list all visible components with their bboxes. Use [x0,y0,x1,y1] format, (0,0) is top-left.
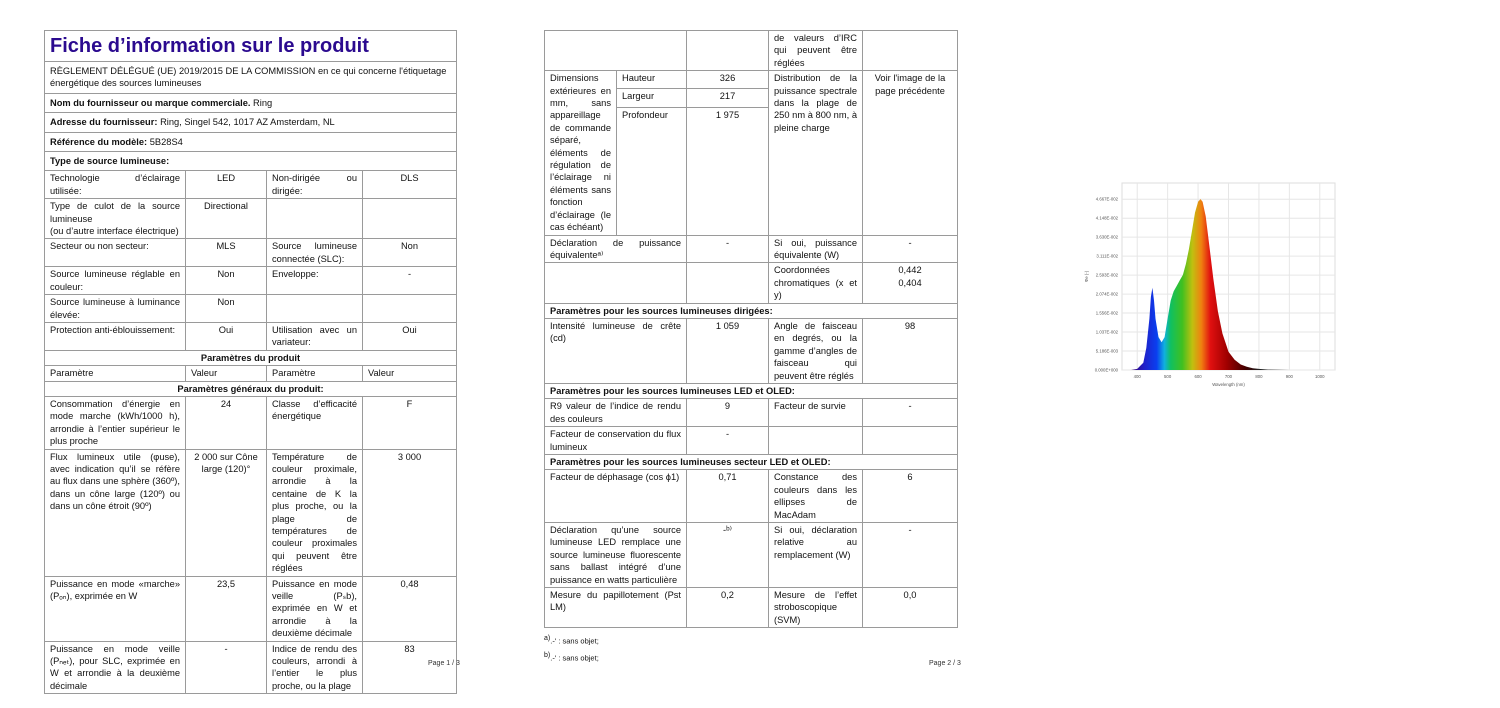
parameter-value: 0,48 [363,576,457,641]
table-row [545,399,958,427]
table-row [45,295,457,323]
parameter-label: Déclaration de puissance équivalenteᵃ⁾ [545,235,687,263]
parameter-label [545,31,687,71]
parameter-label [545,263,687,303]
supplier-value: Ring [253,97,273,108]
dimension-name: Hauteur [617,71,687,89]
parameter-value: 1 059 [687,318,769,383]
parameter-value: Non [186,267,267,295]
section-row [545,303,958,318]
footnote-b: $^{b)}$.-' : sans objet; [544,651,599,663]
section-row [45,381,457,396]
parameter-label: Classe d’efficacité énergétique [267,396,363,449]
dimension-name: Profondeur [617,107,687,235]
supplier-address [45,113,457,132]
x-tick-label: 600 [1194,374,1202,379]
dimensions-label: Dimensions extérieures en mm, sans appareillage de commande séparé, éléments de régulation de l’éclairage ni éléments sans fonction d’éclairage (le cas échéant) [545,71,617,235]
spd-label: Distribution de la puissance spectrale dans la plage de 250 nm à 800 nm, à pleine charge [769,71,863,235]
table-row [45,199,457,239]
parameter-label: Puissance en mode veille (Pₙₑₜ), pour SLC, exprimée en W et arrondie à la deuxième décimale [45,641,186,694]
section-heading: Paramètres généraux du produit: [45,381,457,396]
section-heading: Paramètres pour les sources lumineuses dirigées: [545,303,958,318]
section-heading: Paramètres pour les sources lumineuses LED et OLED: [545,383,958,398]
y-tick-label: 3.111E-002 [1096,253,1118,259]
x-tick-label: 800 [1255,374,1263,379]
parameter-value [687,263,769,303]
table-row [45,576,457,641]
parameter-value: Valeur [186,366,267,381]
parameter-value: - [863,235,958,263]
x-axis-label: Wavelength (nm) [1212,382,1245,387]
supplier-name [45,93,457,112]
parameter-value: 83 [363,641,457,694]
y-tick-label: 3.630E-002 [1095,234,1118,240]
parameter-label: Facteur de survie [769,399,863,427]
spectral-distribution-chart [1080,175,1345,395]
parameter-value: - [687,427,769,455]
table-row [545,427,958,455]
regulation-text: RÈGLEMENT DÉLÉGUÉ (UE) 2019/2015 DE LA COMMISSION en ce qui concerne l'étiquetage énergétique des sources lumineuses [45,62,457,94]
parameter-label: Si oui, déclaration relative au remplacement (W) [769,523,863,588]
parameter-label: Consommation d’énergie en mode marche (kWh/1000 h), arrondie à l’entier supérieur le plus proche [45,396,186,449]
parameter-label: Source lumineuse à luminance élevée: [45,295,186,323]
parameter-value [363,295,457,323]
section-row [545,383,958,398]
x-tick-label: 500 [1164,374,1172,379]
parameter-label: Coordonnées chromatiques (x et y) [769,263,863,303]
product-parameters-table [44,170,457,694]
parameter-label: Enveloppe: [267,267,363,295]
parameter-label: Protection anti-éblouissement: [45,322,186,350]
parameter-value: 3 000 [363,449,457,576]
table-row [45,239,457,267]
section-row [545,71,958,89]
y-tick-label: 2.074E-002 [1095,291,1118,297]
parameter-value: MLS [186,239,267,267]
parameter-value: Non [363,239,457,267]
page-number: Page 1 / 3 [428,660,460,667]
y-tick-label: 4.667E-002 [1095,196,1118,202]
y-tick-label: 4.148E-002 [1095,215,1118,221]
parameter-value [363,199,457,239]
parameter-value: LED [186,171,267,199]
parameter-value: Oui [186,322,267,350]
parameter-value: - [863,399,958,427]
parameter-label: Type de culot de la source lumineuse (ou d’autre interface électrique) [45,199,186,239]
parameter-label: Intensité lumineuse de crête (cd) [545,318,687,383]
parameter-value: 0,2 [687,588,769,628]
parameter-label: Facteur de conservation du flux lumineux [545,427,687,455]
section-row [545,455,958,470]
footnotes [544,632,958,665]
parameter-label: Puissance en mode veille (Pₛb), exprimée en W et arrondie à la deuxième décimale [267,576,363,641]
parameter-value: - [186,641,267,694]
section-heading: Paramètres du produit [45,350,457,365]
parameter-label: Source lumineuse réglable en couleur: [45,267,186,295]
parameter-label: Mesure du papillotement (Pst LM) [545,588,687,628]
light-source-type-label: Type de source lumineuse: [45,152,457,171]
parameter-value: 6 [863,470,958,523]
y-tick-label: 0.000E+000 [1094,367,1118,373]
product-info-header [44,30,457,171]
table-row [545,318,958,383]
x-tick-label: 1000 [1315,374,1325,379]
spd-value: Voir l'image de la page précédente [863,71,958,235]
parameter-value: -ᵇ⁾ [687,523,769,588]
model-reference [45,132,457,151]
parameter-value [863,31,958,71]
parameter-label: Secteur ou non secteur: [45,239,186,267]
y-tick-label: 1.556E-002 [1095,310,1118,316]
address-value: Ring, Singel 542, 1017 AZ Amsterdam, NL [160,117,335,128]
table-row [545,235,958,263]
parameter-label: Si oui, puissance équivalente (W) [769,235,863,263]
page-number: Page 2 / 3 [929,660,961,667]
y-tick-label: 5.186E-003 [1095,348,1118,354]
parameter-label: de valeurs d’IRC qui peuvent être réglées [769,31,863,71]
column-header-row [45,366,457,381]
product-parameters-table-continued [544,30,958,628]
parameter-label: Facteur de déphasage (cos ϕ1) [545,470,687,523]
page-title: Fiche d’information sur le produit [45,31,457,62]
y-tick-label: 2.593E-002 [1095,272,1118,278]
dimension-value: 326 [687,71,769,89]
table-row [545,263,958,303]
parameter-value: 23,5 [186,576,267,641]
table-row [545,523,958,588]
page-1 [44,30,457,694]
model-value: 5B28S4 [149,136,183,147]
x-tick-label: 700 [1224,374,1233,379]
supplier-label: Nom du fournisseur ou marque commerciale. [50,97,251,108]
page-2 [544,30,958,665]
x-tick-label: 400 [1133,374,1141,379]
parameter-value: 9 [687,399,769,427]
parameter-label: Indice de rendu des couleurs, arrondi à l’entier le plus proche, ou la plage [267,641,363,694]
y-axis-label: Φe (-) [1084,270,1089,283]
section-row [45,350,457,365]
parameter-label: Technologie d’éclairage utilisée: [45,171,186,199]
parameter-label: Paramètre [267,366,363,381]
parameter-label: Source lumineuse connectée (SLC): [267,239,363,267]
parameter-label: Angle de faisceau en degrés, ou la gamme d’angles de faisceau qui peuvent être réglés [769,318,863,383]
section-heading: Paramètres pour les sources lumineuses secteur LED et OLED: [545,455,958,470]
parameter-value: Directional [186,199,267,239]
table-row [545,470,958,523]
table-row [545,31,958,71]
dimension-value: 1 975 [687,107,769,235]
address-label: Adresse du fournisseur: [50,117,158,128]
table-row [45,267,457,295]
footnote-a: $^{a)}$.-' : sans objet; [544,635,599,646]
table-row [545,588,958,628]
parameter-value: 2 000 sur Cône large (120)° [186,449,267,576]
parameter-label: Mesure de l’effet stroboscopique (SVM) [769,588,863,628]
parameter-label [769,427,863,455]
parameter-value [863,427,958,455]
parameter-value: - [863,523,958,588]
model-label: Référence du modèle: [50,136,148,147]
parameter-label: Déclaration qu’une source lumineuse LED remplace une source lumineuse fluorescente sans ballast intégré d’une puissance en watts particulière [545,523,687,588]
parameter-value: - [363,267,457,295]
parameter-label: Puissance en mode «marche» (Pₒₙ), exprimée en W [45,576,186,641]
parameter-value: F [363,396,457,449]
parameter-label: Flux lumineux utile (φuse), avec indication qu’il se réfère au flux dans une sphère (360º), dans un cône large (120º) ou dans un cône étroit (90º) [45,449,186,576]
parameter-value: Oui [363,322,457,350]
parameter-value: 0,0 [863,588,958,628]
parameter-label: Non-dirigée ou dirigée: [267,171,363,199]
parameter-value [687,31,769,71]
parameter-label: Température de couleur proximale, arrondie à la centaine de K la plus proche, ou la plage de températures de couleur proximales qui peuvent être réglées [267,449,363,576]
parameter-label: Paramètre [45,366,186,381]
y-tick-label: 1.037E-002 [1095,329,1118,335]
x-tick-label: 900 [1285,374,1293,379]
parameter-label: R9 valeur de l’indice de rendu des couleurs [545,399,687,427]
table-row [45,396,457,449]
parameter-label [267,199,363,239]
parameter-value: Valeur [363,366,457,381]
parameter-value: Non [186,295,267,323]
parameter-label: Utilisation avec un variateur: [267,322,363,350]
parameter-label [267,295,363,323]
parameter-value: DLS [363,171,457,199]
parameter-value: 98 [863,318,958,383]
parameter-label: Constance des couleurs dans les ellipses de MacAdam [769,470,863,523]
table-row [45,322,457,350]
table-row [45,171,457,199]
parameter-value: 0,71 [687,470,769,523]
parameter-value: 0,442 0,404 [863,263,958,303]
parameter-value: - [687,235,769,263]
dimension-value: 217 [687,89,769,107]
parameter-value: 24 [186,396,267,449]
table-row [45,641,457,694]
dimension-name: Largeur [617,89,687,107]
table-row [45,449,457,576]
